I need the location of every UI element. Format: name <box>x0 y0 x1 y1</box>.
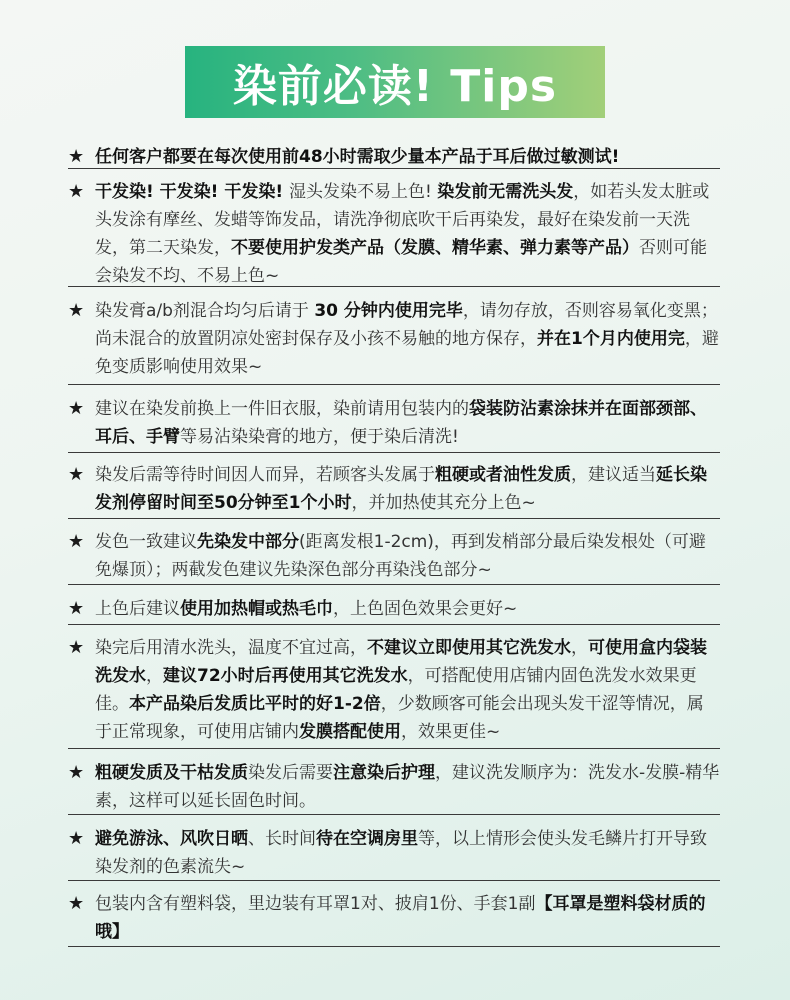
title-banner <box>185 46 605 118</box>
tip-text <box>95 595 720 623</box>
tip-text-bold: 先染发中部分 <box>197 532 299 552</box>
tip-text-bold: 本产品染后发质比平时的好1-2倍 <box>129 694 381 714</box>
tip-text-segment: 发色一致建议 <box>95 532 197 552</box>
divider-line <box>68 584 720 585</box>
tip-text-segment: 染发后需等待时间因人而异，若顾客头发属于 <box>95 465 435 485</box>
tip-text <box>95 759 720 815</box>
tip-text-bold: 延长染发剂停留时间至50分钟至1个小时 <box>95 465 707 513</box>
divider-line <box>68 518 720 519</box>
tip-text <box>95 461 720 517</box>
tip-item <box>68 759 720 815</box>
tip-text-bold: 干发染! 干发染! 干发染! <box>95 182 290 202</box>
tip-text <box>95 890 720 946</box>
tip-text-bold: 发膜搭配使用 <box>299 722 401 742</box>
tip-text-segment: ，建议洗发顺序为：洗发水-发膜-精华素，这样可以延长固色时间。 <box>95 763 720 811</box>
tip-item <box>68 395 720 451</box>
star-icon: ★ <box>68 828 85 849</box>
star-icon: ★ <box>68 181 85 202</box>
divider-line <box>68 946 720 947</box>
tip-item <box>68 634 720 746</box>
divider-line <box>68 168 720 169</box>
divider-line <box>68 624 720 625</box>
tip-text-bold: 30 分钟内使用完毕 <box>314 301 463 321</box>
tip-item <box>68 297 720 381</box>
tip-text-segment: 等易沾染染膏的地方，便于染后清洗! <box>180 427 459 447</box>
tip-text-segment: ， <box>146 666 163 686</box>
tip-text <box>95 825 720 881</box>
tip-text-bold: 袋装防沾素涂抹并在面部颈部、耳后、手臂 <box>95 399 707 447</box>
tip-text-segment: ，少数顾客可能会出现头发干涩等情况，属于正常现象，可使用店铺内 <box>95 694 704 742</box>
divider-line <box>68 452 720 453</box>
tip-text-bold: 【耳罩是塑料袋材质的哦】 <box>95 894 706 942</box>
divider-line <box>68 814 720 815</box>
tip-text <box>95 395 720 451</box>
tip-text-bold: 不建议立即使用其它洗发水 <box>367 638 571 658</box>
tip-item <box>68 461 720 517</box>
tip-text-bold: 建议72小时后再使用其它洗发水 <box>163 666 408 686</box>
star-icon: ★ <box>68 598 85 619</box>
tip-text <box>95 143 720 171</box>
tip-text-bold: 避免游泳、风吹日晒 <box>95 829 248 849</box>
divider-line <box>68 748 720 749</box>
page-title: 染前必读! Tips <box>232 61 558 112</box>
tip-text-bold: 染发前无需洗头发 <box>437 182 574 202</box>
divider-line <box>68 384 720 385</box>
star-icon: ★ <box>68 398 85 419</box>
tip-text-segment: ，建议适当 <box>571 465 656 485</box>
tip-item <box>68 890 720 946</box>
star-icon: ★ <box>68 300 85 321</box>
tip-text-segment: (距离发根1-2cm)，再到发梢部分最后染发根处（可避免爆顶）；两截发色建议先染深色部分再染浅色部分~ <box>95 532 706 580</box>
tip-text-bold: 不要使用护发类产品（发膜、精华素、弹力素等产品） <box>231 238 639 258</box>
tip-text-bold: 注意染后护理 <box>333 763 435 783</box>
tip-text <box>95 634 720 746</box>
tip-item <box>68 143 720 171</box>
tip-text-bold: 粗硬或者油性发质 <box>435 465 571 485</box>
tip-text-segment: 染发后需要 <box>248 763 333 783</box>
tip-text-segment: ，可搭配使用店铺内固色洗发水效果更佳。 <box>95 666 697 714</box>
tip-text-segment: 上色后建议 <box>95 599 180 619</box>
tip-text <box>95 528 720 584</box>
tip-text-segment: ，上色固色效果会更好~ <box>333 599 518 619</box>
star-icon: ★ <box>68 464 85 485</box>
tip-text-segment: 湿头发染不易上色! <box>289 182 438 202</box>
divider-line <box>68 880 720 881</box>
tip-text-segment: 建议在染发前换上一件旧衣服，染前请用包装内的 <box>95 399 469 419</box>
tip-text <box>95 178 720 290</box>
tip-text-segment: 、长时间 <box>248 829 316 849</box>
star-icon: ★ <box>68 531 85 552</box>
tip-text-bold: 粗硬发质及干枯发质 <box>95 763 248 783</box>
tip-text-bold: 待在空调房里 <box>316 829 418 849</box>
star-icon: ★ <box>68 893 85 914</box>
tip-item <box>68 595 720 623</box>
tip-text-segment: ， <box>571 638 588 658</box>
tip-text-segment: ，如若头发太脏或头发涂有摩丝、发蜡等饰发品，请洗净彻底吹干后再染发，最好在染发前一天洗发，第二天染发， <box>95 182 710 258</box>
tip-text-segment: ，避免变质影响使用效果~ <box>95 329 719 377</box>
tip-text <box>95 297 720 381</box>
tip-item <box>68 178 720 290</box>
divider-line <box>68 286 720 287</box>
tip-text-bold: 任何客户都要在每次使用前48小时需取少量本产品于耳后做过敏测试! <box>95 147 620 167</box>
tip-text-bold: 并在1个月内使用完 <box>537 329 685 349</box>
tip-text-segment: 染完后用清水洗头，温度不宜过高， <box>95 638 367 658</box>
tip-text-segment: 染发膏a/b剂混合均匀后请于 <box>95 301 315 321</box>
star-icon: ★ <box>68 762 85 783</box>
tip-text-segment: ，效果更佳~ <box>401 722 501 742</box>
tip-text-bold: 使用加热帽或热毛巾 <box>180 599 333 619</box>
tip-text-bold: 可使用盒内袋装洗发水 <box>95 638 707 686</box>
tip-text-segment: 等，以上情形会使头发毛鳞片打开导致染发剂的色素流失~ <box>95 829 707 877</box>
star-icon: ★ <box>68 146 85 167</box>
star-icon: ★ <box>68 637 85 658</box>
tip-text-segment: ，请勿存放，否则容易氧化变黑；尚未混合的放置阴凉处密封保存及小孩不易触的地方保存， <box>95 301 718 349</box>
tip-text-segment: 包装内含有塑料袋，里边装有耳罩1对、披肩1份、手套1副 <box>95 894 536 914</box>
tip-text-segment: 否则可能会染发不均、不易上色~ <box>95 238 707 286</box>
tip-item <box>68 528 720 584</box>
tip-text-segment: ，并加热使其充分上色~ <box>351 493 536 513</box>
tip-item <box>68 825 720 881</box>
